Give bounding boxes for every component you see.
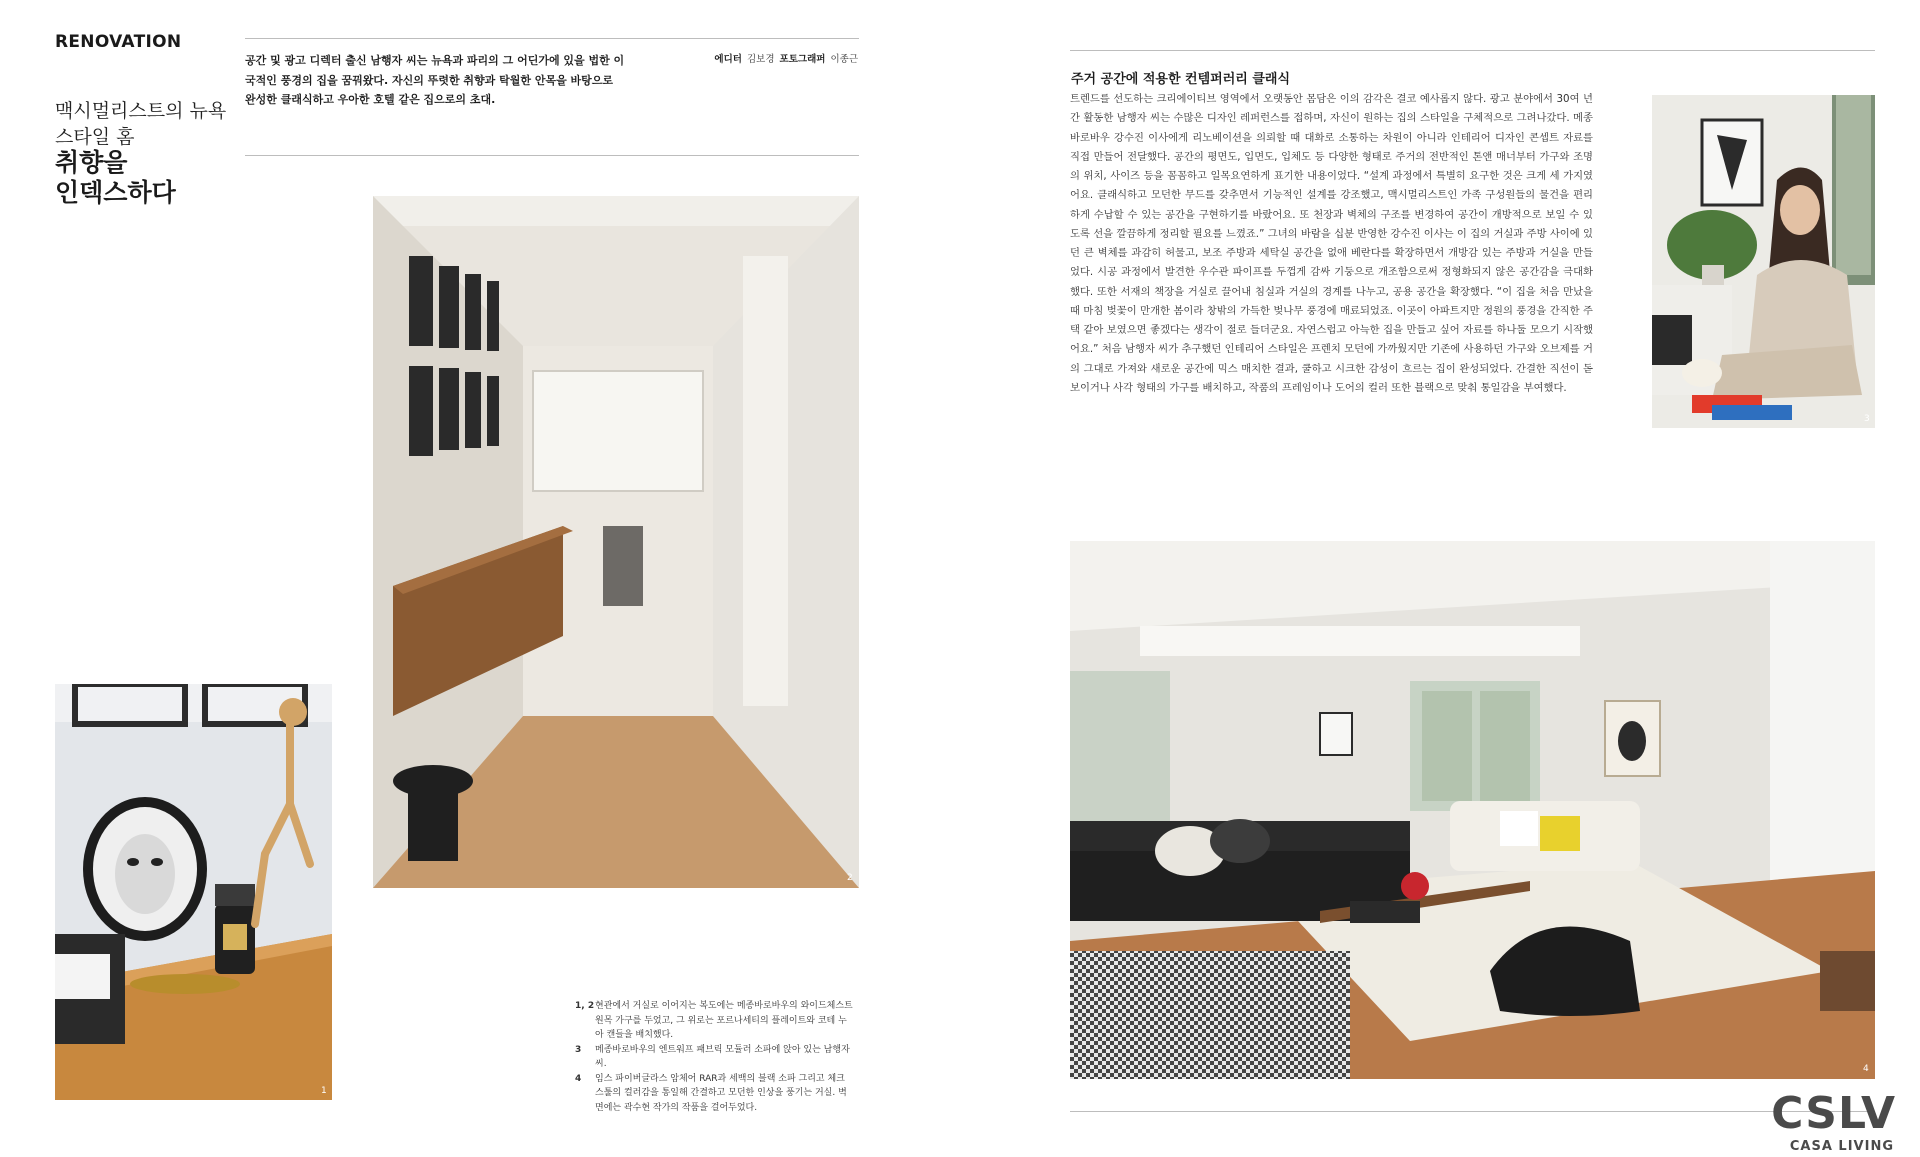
living-room-illustration bbox=[1070, 541, 1875, 1079]
magazine-logo-subtitle: CASA LIVING bbox=[1789, 1139, 1894, 1154]
photo-still-life bbox=[55, 684, 332, 1100]
lead-paragraph: 공간 및 광고 디렉터 출신 남행자 씨는 뉴욕과 파리의 그 어딘가에 있을 법한 이국적인 풍경의 집을 꿈꿔왔다. 자신의 뚜렷한 취향과 탁월한 안목을 바탕으로 완성한 클래식하고 우아한 호텔 같은 집으로의 초대. bbox=[245, 54, 625, 106]
page-subtitle bbox=[55, 98, 226, 150]
photo-portrait bbox=[1652, 95, 1875, 428]
caption-row bbox=[575, 1072, 855, 1116]
title-line: 취향을 bbox=[55, 148, 128, 177]
caption-number: 4 bbox=[575, 1073, 582, 1084]
subtitle-line: 스타일 홈 bbox=[55, 126, 135, 148]
portrait-illustration bbox=[1652, 95, 1875, 428]
credits bbox=[712, 51, 858, 65]
hallway-illustration bbox=[373, 196, 859, 888]
article-body: 트렌드를 선도하는 크리에이티브 영역에서 오랫동안 몸담은 이의 감각은 결코 예사롭지 않다. 광고 분야에서 30여 년간 활동한 남행자 씨는 수많은 디자인 레퍼런스를 접하며, 자신이 원하는 집의 스타일을 구체적으로 그려나갔다. 메종바로바우 강수진 이사에게 리노베이션을 의뢰할 때 대화로 소통하는 차원이 아니라 인테리어 디자인 콘셉트 자료를 직접 만들어 전달했다. 공간의 평면도, 입면도, 입체도 등 다양한 형태로 주거의 전반적인 톤앤 매너부터 가구와 조명의 위치, 사이즈 등을 꼼꼼하고 일목요연하게 표기한 내용이었다. “설계 과정에서 특별히 요구한 것은 크게 세 가지였어요. 클래식하고 모던한 무드를 갖추면서 기능적인 설계를 강조했고, 맥시멀리스트인 가족 구성원들의 물건을 편리하게 수납할 수 있는 공간을 구현하기를 바랐어요. 또 천장과 벽체의 구조를 변경하여 공간이 개방적으로 보일 수 있도록 선을 깔끔하게 정리할 필요를 느꼈죠.” 그녀의 바람을 십분 반영한 강수진 이사는 이 집의 거실과 주방 사이에 있던 큰 벽체를 과감히 허물고, 보조 주방과 세탁실 공간을 없애 베란다를 확장하면서 개방감 있는 주방과 거실을 만들었다. 시공 과정에서 발견한 우수관 파이프를 두껍게 감싸 기둥으로 개조함으로써 정형화되지 않은 공간감을 극대화했다. 또한 서재의 책장을 거실로 끌어내 침실과 거실의 경계를 나누고, 공용 공간을 확장했다. “이 집을 처음 만났을 때 마침 벚꽃이 만개한 봄이라 창밖의 가득한 벚나무 풍경에 매료되었죠. 이곳이 아파트지만 정원의 풍경을 간직한 주택 같아 보였으면 좋겠다는 생각이 절로 들더군요. 자연스럽고 아늑한 집을 만들고 싶어 자료를 하나둘 모으기 시작했어요.” 처음 남행자 씨가 추구했던 인테리어 스타일은 프렌치 모던에 가까웠지만 기존에 사용하던 가구와 오브제를 거의 그대로 가져와 새로운 공간에 믹스 매치한 결과, 쿨하고 시크한 감성이 흐르는 집이 완성되었다. 간결한 직선이 돋보이거나 사각 형태의 가구를 배치하고, 작품의 프레임이나 도어의 컬러 또한 블랙으로 맞춰 통일감을 부여했다. bbox=[1070, 93, 1593, 394]
subtitle-line: 맥시멀리스트의 뉴욕 bbox=[55, 100, 227, 122]
photo-number: 4 bbox=[1863, 1064, 1869, 1074]
top-rule-left bbox=[245, 38, 859, 39]
editor-name: 김보경 bbox=[746, 54, 775, 65]
section-label: RENOVATION bbox=[55, 32, 182, 52]
editor-label: 에디터 bbox=[714, 54, 742, 65]
photo-number: 1 bbox=[321, 1086, 327, 1096]
lead-bottom-rule bbox=[245, 155, 859, 156]
photographer-name: 이종근 bbox=[830, 54, 858, 65]
article-section-title: 주거 공간에 적용한 컨템퍼러리 클래식 bbox=[1071, 72, 1291, 87]
caption-number: 3 bbox=[575, 1044, 582, 1055]
photo-number: 2 bbox=[847, 873, 853, 883]
still-life-illustration bbox=[55, 684, 332, 1100]
photo-hallway bbox=[373, 196, 859, 888]
photo-number: 3 bbox=[1864, 414, 1870, 424]
caption-text: 메종바로바우의 엔트워프 패브릭 모듈러 소파에 앉아 있는 남행자 씨. bbox=[595, 1044, 850, 1069]
photo-living-room bbox=[1070, 541, 1875, 1079]
caption-row bbox=[575, 1043, 855, 1072]
caption-text: 임스 파이버글라스 암체어 RAR과 세백의 블랙 소파 그리고 체크 스툴의 컬러감을 통일해 간결하고 모던한 인상을 풍기는 거실. 벽면에는 곽수현 작가의 작품을 걸어두었다. bbox=[595, 1073, 847, 1113]
caption-text: 현관에서 거실로 이어지는 복도에는 메종바로바우의 와이드체스트 원목 가구를 두었고, 그 위로는 포르나세티의 플레이트와 코테 누아 캔들을 배치했다. bbox=[595, 1001, 853, 1040]
page-title bbox=[55, 148, 176, 208]
caption-row bbox=[575, 999, 855, 1043]
top-rule-right bbox=[1070, 50, 1875, 51]
bottom-rule-right bbox=[1070, 1111, 1875, 1112]
photographer-label: 포토그래퍼 bbox=[779, 54, 826, 65]
title-line: 인덱스하다 bbox=[55, 178, 176, 207]
caption-number: 1, 2 bbox=[575, 1001, 595, 1011]
photo-captions bbox=[575, 999, 855, 1115]
magazine-logo: CSLV bbox=[1771, 1088, 1896, 1139]
